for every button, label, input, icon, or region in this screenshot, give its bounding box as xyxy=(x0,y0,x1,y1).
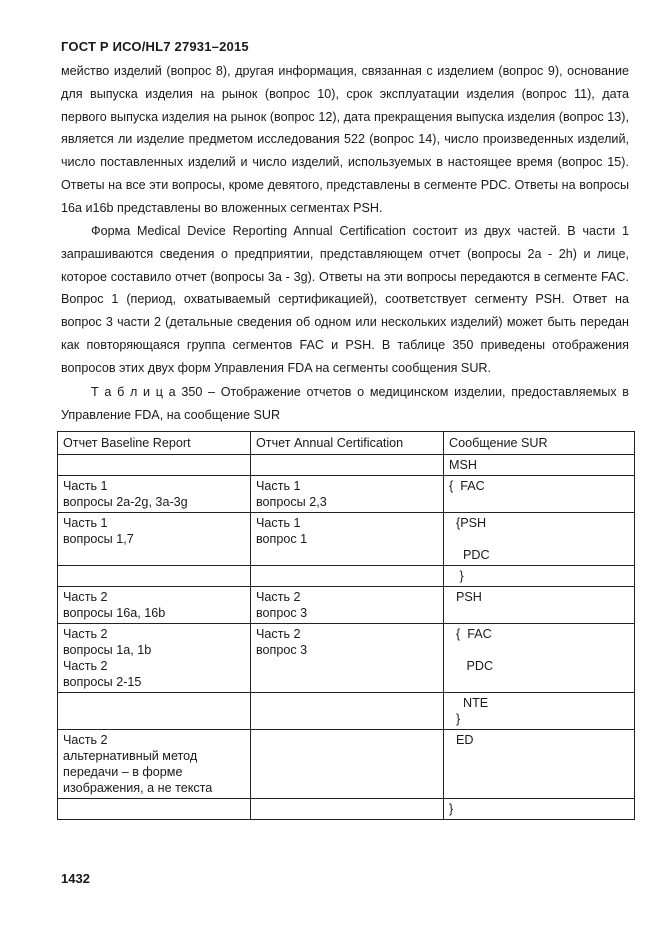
baseline-cell-line: Часть 1 xyxy=(63,516,108,530)
baseline-cell xyxy=(58,624,251,693)
table-header-row xyxy=(58,432,635,455)
annual-cell-line: вопрос 1 xyxy=(256,532,308,546)
sur-cell xyxy=(444,693,635,730)
sur-segment: PSH xyxy=(449,590,482,604)
annual-cell xyxy=(251,624,444,693)
page-number: 1432 xyxy=(61,871,90,886)
sur-cell xyxy=(444,587,635,624)
table-row xyxy=(58,799,635,820)
sur-segment: PDC xyxy=(449,548,490,562)
annual-cell-line: Часть 2 xyxy=(256,627,301,641)
sur-segment: PDC xyxy=(449,659,494,673)
baseline-cell xyxy=(58,513,251,566)
sur-segment: } xyxy=(449,712,461,726)
annual-cell-line: вопрос 3 xyxy=(256,643,308,657)
sur-segment: } xyxy=(449,569,464,583)
baseline-cell-line: Часть 2 xyxy=(63,733,108,747)
annual-cell xyxy=(251,730,444,799)
sur-cell xyxy=(444,566,635,587)
baseline-cell-line: альтернативный метод передачи – в форме изображения, а не текста xyxy=(63,749,213,795)
table-row xyxy=(58,587,635,624)
baseline-cell-line: Часть 2 xyxy=(63,659,108,673)
table-row xyxy=(58,624,635,693)
document-header: ГОСТ Р ИСО/HL7 27931–2015 xyxy=(61,39,249,54)
header-sur-message: Сообщение SUR xyxy=(444,432,635,455)
baseline-cell-line: вопросы 2а-2g, 3а-3g xyxy=(63,495,188,509)
baseline-cell-line: Часть 2 xyxy=(63,590,108,604)
table-caption: Т а б л и ц а 350 – Отображение отчетов о медицинском изделии, предоставляемых в Управление FDA, на сообщение SUR xyxy=(61,385,629,422)
sur-segment xyxy=(449,642,629,658)
annual-cell-line: Часть 1 xyxy=(256,516,301,530)
table-row xyxy=(58,513,635,566)
sur-segment: MSH xyxy=(449,458,477,472)
sur-cell xyxy=(444,513,635,566)
baseline-cell xyxy=(58,566,251,587)
sur-cell xyxy=(444,624,635,693)
baseline-cell-line: вопросы 1а, 1b xyxy=(63,643,152,657)
sur-segment: { FAC xyxy=(449,479,485,493)
table-row xyxy=(58,730,635,799)
table-row xyxy=(58,566,635,587)
annual-cell xyxy=(251,476,444,513)
sur-cell xyxy=(444,455,635,476)
sur-segment xyxy=(449,531,629,547)
sur-cell xyxy=(444,476,635,513)
baseline-cell-line: вопросы 1,7 xyxy=(63,532,134,546)
annual-cell xyxy=(251,693,444,730)
baseline-cell xyxy=(58,730,251,799)
annual-cell xyxy=(251,566,444,587)
table-row xyxy=(58,455,635,476)
sur-segment: {PSH xyxy=(449,516,487,530)
baseline-cell xyxy=(58,476,251,513)
baseline-cell-line: Часть 1 xyxy=(63,479,108,493)
annual-cell-line: вопросы 2,3 xyxy=(256,495,327,509)
sur-segment: } xyxy=(449,802,454,816)
baseline-cell-line: вопросы 2-15 xyxy=(63,675,142,689)
baseline-cell-line: Часть 2 xyxy=(63,627,108,641)
mapping-table xyxy=(57,431,635,820)
sur-cell xyxy=(444,799,635,820)
annual-cell-line: Часть 2 xyxy=(256,590,301,604)
sur-segment: ED xyxy=(449,733,474,747)
header-annual-certification: Отчет Annual Certification xyxy=(251,432,444,455)
baseline-cell xyxy=(58,455,251,476)
baseline-cell xyxy=(58,693,251,730)
annual-cell xyxy=(251,799,444,820)
paragraph-1: мейство изделий (вопрос 8), другая информация, связанная с изделием (вопрос 9), основание для выпуска изделия на рынок (вопрос 10), срок эксплуатации изделия (вопрос 11), дата первого выпуска изделия на рынок (вопрос 12), дата прекращения выпуска изделия (вопрос 13), является ли изделие предметом исследования 522 (вопрос 14), число произведенных изделий, число поставленных изделий и число изделий, используемых в настоящее время (вопрос 15). Ответы на все эти вопросы, кроме девятого, представлены в сегменте PDC. Ответы на вопросы 16а и16b представлены во вложенных сегментах PSH. xyxy=(61,64,629,215)
annual-cell-line: Часть 1 xyxy=(256,479,301,493)
annual-cell xyxy=(251,455,444,476)
table-row xyxy=(58,476,635,513)
sur-segment: { FAC xyxy=(449,627,492,641)
sur-cell xyxy=(444,730,635,799)
sur-segment: NTE xyxy=(449,696,489,710)
baseline-cell xyxy=(58,799,251,820)
annual-cell xyxy=(251,513,444,566)
annual-cell xyxy=(251,587,444,624)
baseline-cell xyxy=(58,587,251,624)
annual-cell-line: вопрос 3 xyxy=(256,606,308,620)
baseline-cell-line: вопросы 16а, 16b xyxy=(63,606,166,620)
header-baseline-report: Отчет Baseline Report xyxy=(58,432,251,455)
table-row xyxy=(58,693,635,730)
paragraph-2: Форма Medical Device Reporting Annual Certification состоит из двух частей. В части 1 запрашиваются сведения о предприятии, представляющем отчет (вопросы 2а - 2h) и лице, которое составило отчет (вопросы 3а - 3g). Ответы на эти вопросы передаются в сегменте FAC. Вопрос 1 (период, охватываемый сертификацией), соответствует сегменту PSH. Ответ на вопрос 3 части 2 (детальные сведения об одном или нескольких изделий) может быть передан как повторяющаяся группа сегментов FAC и PSH. В таблице 350 приведены отображения вопросов этих двух форм Управления FDA на сегменты сообщения SUR. xyxy=(61,224,629,375)
